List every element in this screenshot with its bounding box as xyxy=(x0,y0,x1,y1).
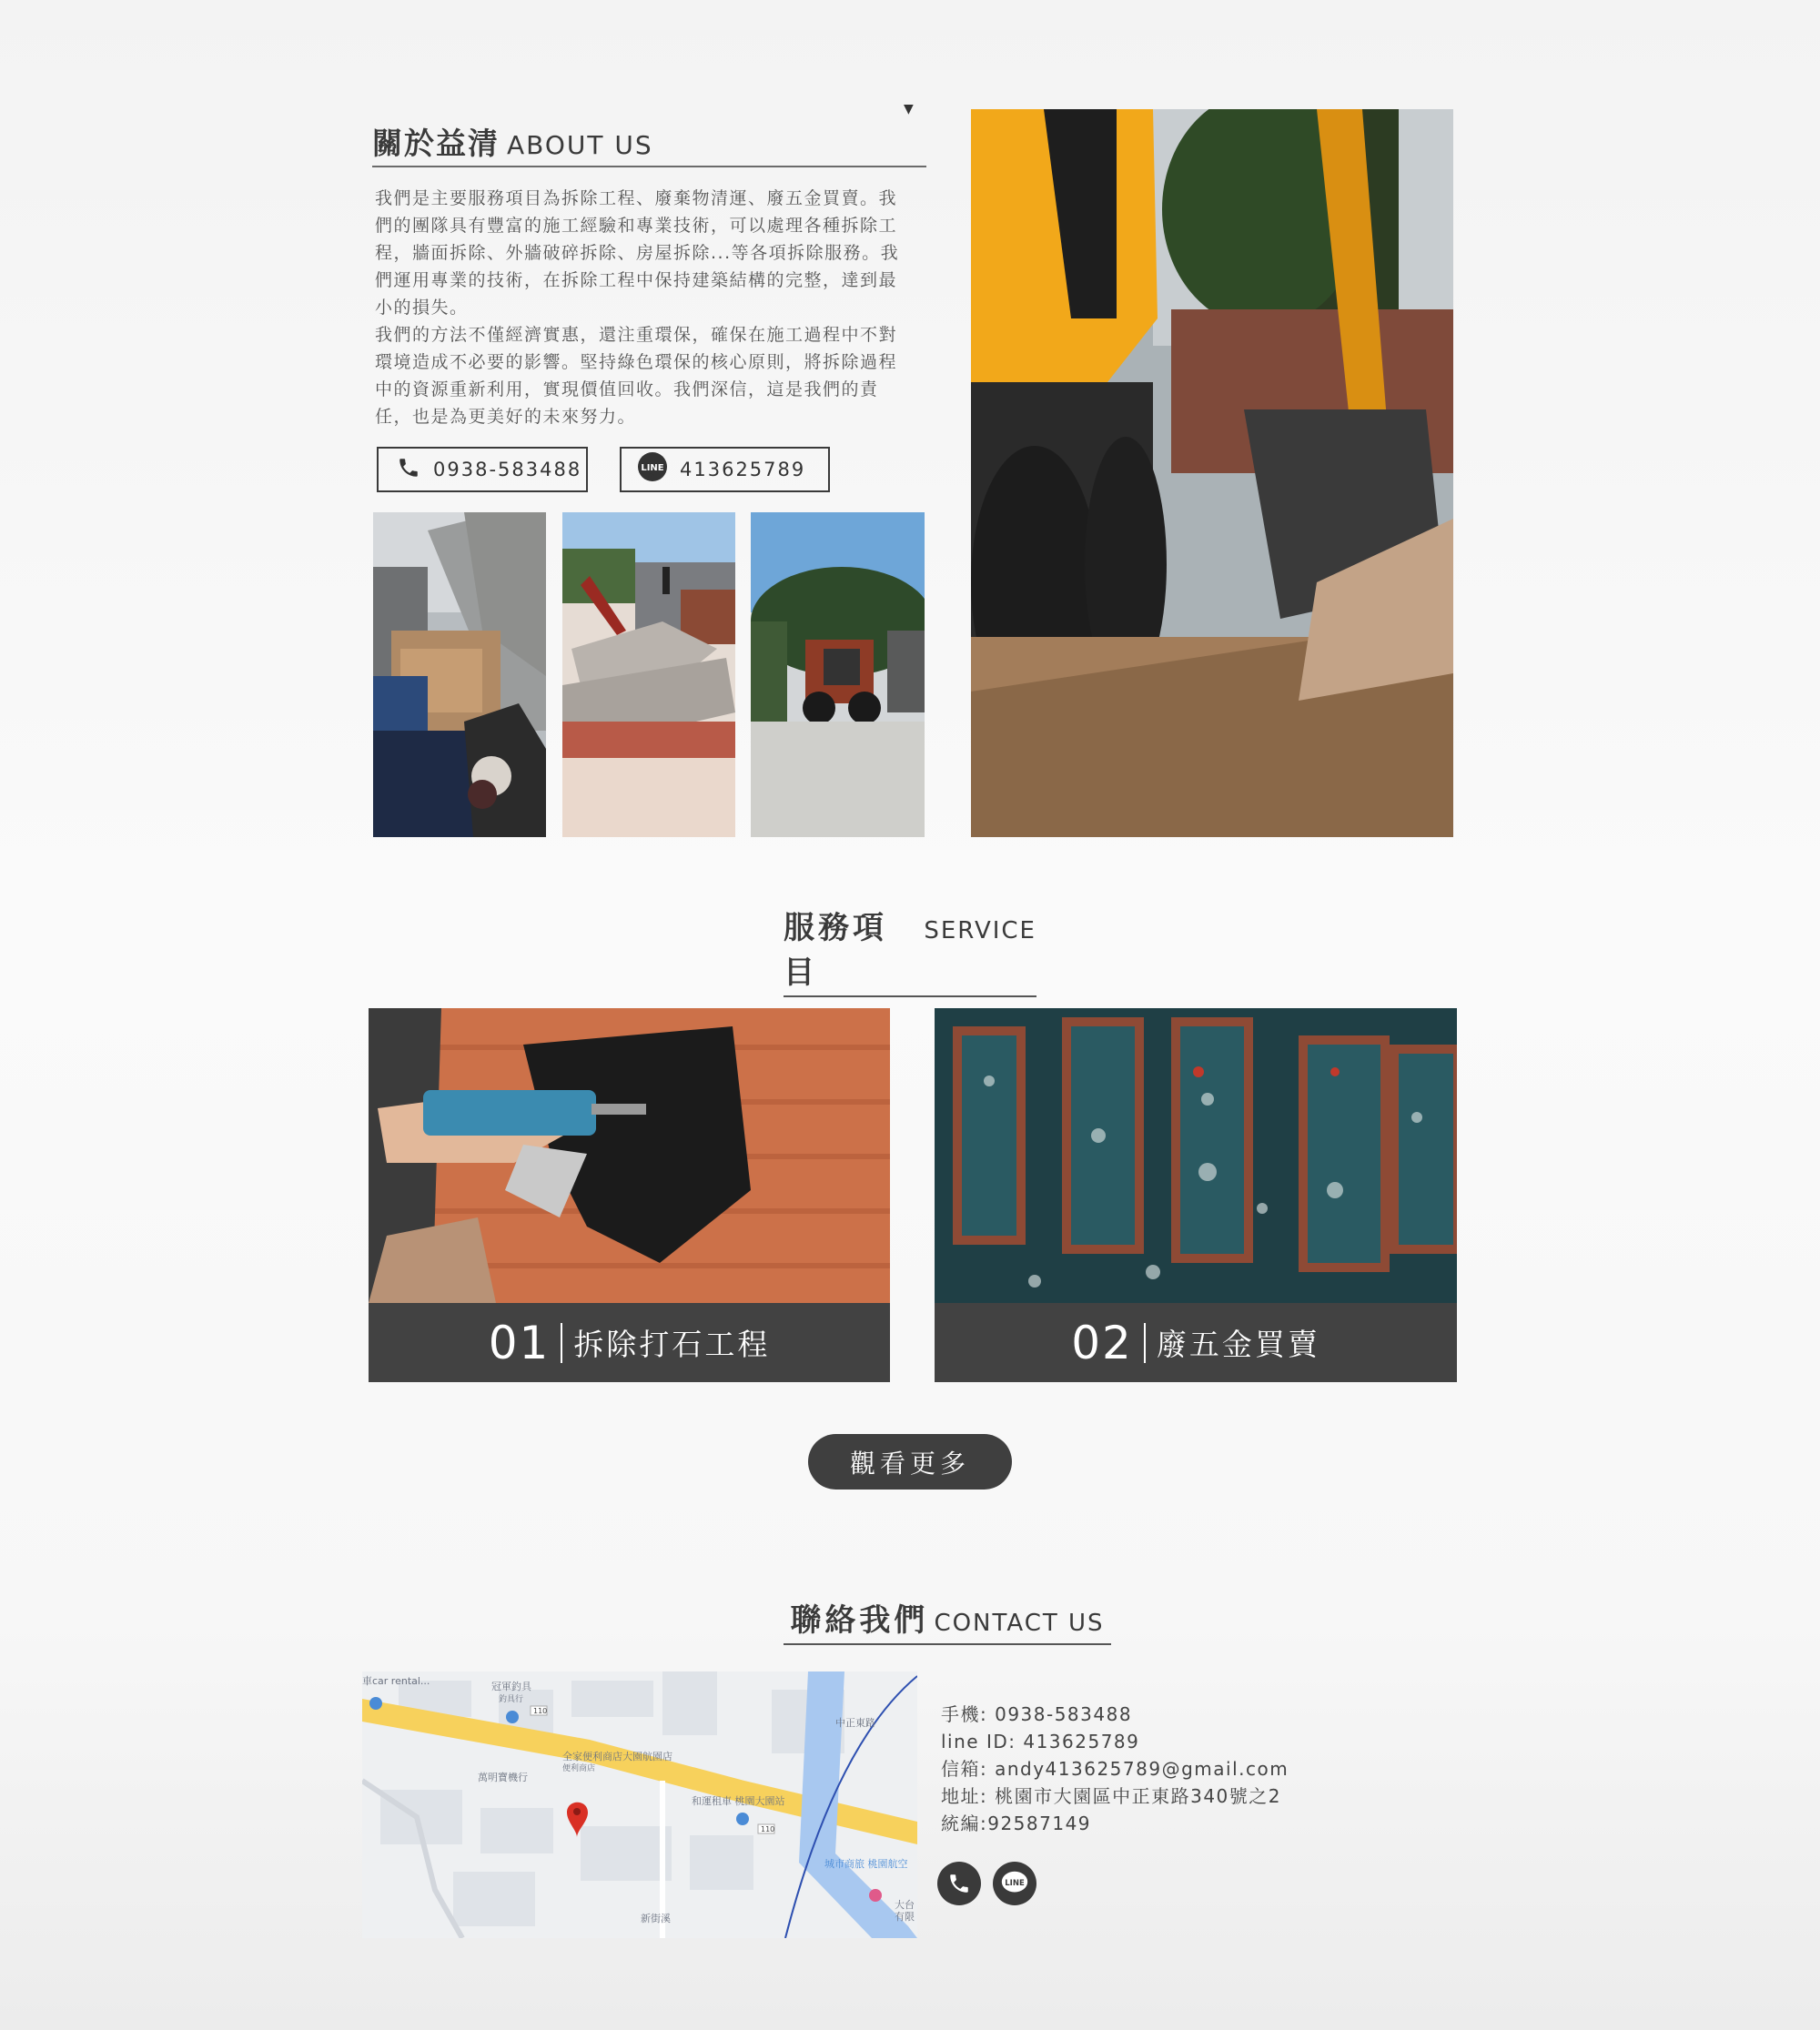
photo-rubble xyxy=(562,512,735,837)
svg-text:冠軍釣具: 冠軍釣具 xyxy=(491,1681,531,1692)
phone-button[interactable] xyxy=(377,447,588,492)
svg-text:中正東路: 中正東路 xyxy=(835,1717,875,1729)
service-no-02: 02 xyxy=(1071,1316,1133,1369)
contact-title-zh: 聯絡我們 xyxy=(790,1602,929,1639)
svg-text:萬明寶機行: 萬明寶機行 xyxy=(478,1772,528,1783)
contact-title xyxy=(784,1595,1111,1645)
service-card-demolition[interactable] xyxy=(369,1008,890,1382)
phone-icon xyxy=(397,456,420,483)
svg-text:車car rental...: 車car rental... xyxy=(362,1675,430,1687)
photo-skid-loader xyxy=(751,512,925,837)
svg-text:全家便利商店大園航園店: 全家便利商店大園航園店 xyxy=(562,1751,672,1762)
line-icon xyxy=(636,451,669,488)
svg-text:和運租車 桃園大園站: 和運租車 桃園大園站 xyxy=(692,1795,785,1807)
demolition-label xyxy=(369,1303,890,1382)
scrap-metal-photo xyxy=(935,1008,1457,1303)
scrap-metal-label xyxy=(935,1303,1457,1382)
svg-text:LINE: LINE xyxy=(641,463,664,473)
service-title-en: SERVICE xyxy=(924,917,1036,944)
demolition-photo xyxy=(369,1008,890,1303)
about-title-en: ABOUT US xyxy=(507,130,653,160)
contact-info xyxy=(941,1701,1289,1837)
location-map[interactable] xyxy=(362,1671,917,1938)
svg-text:LINE: LINE xyxy=(1005,1878,1025,1888)
dropdown-caret-icon: ▼ xyxy=(904,102,914,116)
line-icon xyxy=(999,1868,1030,1899)
phone-button-label: 0938-583488 xyxy=(433,459,582,480)
line-button-label: 413625789 xyxy=(680,459,806,480)
service-title xyxy=(784,903,1036,997)
service-card-scrap-metal[interactable] xyxy=(935,1008,1457,1382)
about-paragraph-1: 我們是主要服務項目為拆除工程、廢棄物清運、廢五金買賣。我們的團隊具有豐富的施工經驗和專業技術，可以處理各種拆除工程，牆面拆除、外牆破碎拆除、房屋拆除...等各項拆除服務。我們運用專業的技術，在拆除工程中保持建築結構的完整，達到最小的損失。 xyxy=(375,188,900,318)
about-paragraph-2: 我們的方法不僅經濟實惠，還注重環保，確保在施工過程中不對環境造成不必要的影響。堅持綠色環保的核心原則，將拆除過程中的資源重新利用，實現價值回收。我們深信，這是我們的責任，也是為更美好的未來努力。 xyxy=(375,325,898,427)
contact-title-en: CONTACT US xyxy=(934,1610,1105,1637)
svg-text:110: 110 xyxy=(533,1707,548,1715)
service-label-01: 拆除打石工程 xyxy=(573,1327,771,1362)
contact-tax-id: 統編:92587149 xyxy=(941,1813,1092,1834)
line-circle-button[interactable] xyxy=(993,1862,1036,1905)
service-no-01: 01 xyxy=(488,1316,551,1369)
label-divider xyxy=(1144,1323,1146,1363)
about-title-zh: 關於益清 xyxy=(372,126,500,161)
svg-text:110: 110 xyxy=(761,1825,775,1833)
about-description xyxy=(375,185,912,430)
service-title-zh: 服務項目 xyxy=(784,910,887,991)
svg-text:大台: 大台 xyxy=(895,1899,915,1911)
view-more-button[interactable]: 觀看更多 xyxy=(808,1434,1012,1490)
contact-line-id: line ID: 413625789 xyxy=(941,1731,1140,1752)
line-button[interactable] xyxy=(620,447,830,492)
photo-dump-truck xyxy=(373,512,546,837)
label-divider xyxy=(561,1323,562,1363)
svg-text:新街溪: 新街溪 xyxy=(641,1913,671,1924)
svg-text:有限: 有限 xyxy=(895,1911,915,1923)
svg-text:釣具行: 釣具行 xyxy=(499,1695,524,1704)
contact-phone: 手機: 0938-583488 xyxy=(941,1703,1133,1725)
contact-email: 信箱: andy413625789@gmail.com xyxy=(941,1758,1289,1780)
service-label-02: 廢五金買賣 xyxy=(1156,1327,1320,1362)
svg-text:城市商旅 桃園航空: 城市商旅 桃園航空 xyxy=(824,1858,908,1870)
phone-icon xyxy=(947,1872,971,1895)
contact-address: 地址: 桃園市大園區中正東路340號之2 xyxy=(941,1785,1281,1807)
photo-excavator xyxy=(971,109,1453,837)
svg-text:便利商店: 便利商店 xyxy=(562,1764,596,1773)
phone-circle-button[interactable] xyxy=(937,1862,981,1905)
about-title xyxy=(372,120,926,167)
